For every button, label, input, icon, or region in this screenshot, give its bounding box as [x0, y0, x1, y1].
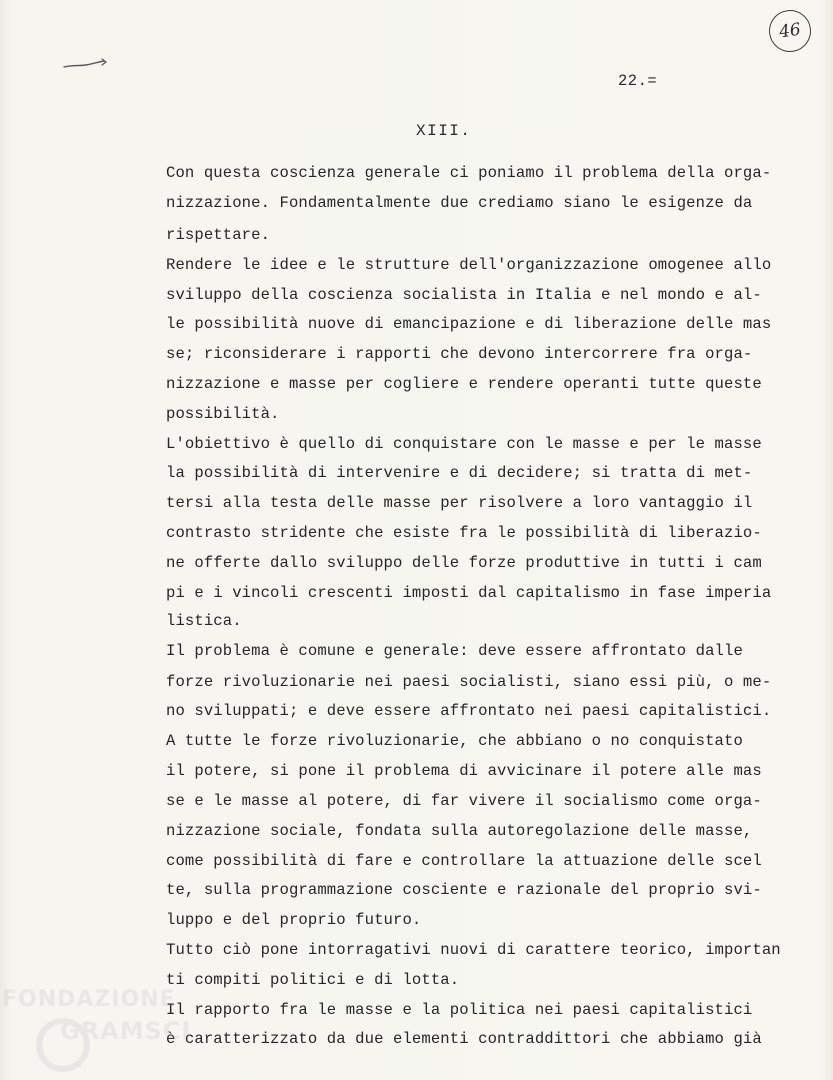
- text-line: se e le masse al potere, di far vivere il socialismo come orga-: [166, 792, 762, 810]
- text-line: è caratterizzato da due elementi contraddittori che abbiamo già: [166, 1030, 762, 1048]
- text-line: ne offerte dallo sviluppo delle forze produttive in tutti i cam: [166, 554, 762, 572]
- page-number: 22.=: [618, 72, 658, 90]
- text-line: tersi alla testa delle masse per risolvere a loro vantaggio il: [166, 494, 753, 512]
- text-line: no sviluppati; e deve essere affrontato nei paesi capitalistici.: [166, 702, 772, 720]
- text-line: contrasto stridente che esiste fra le possibilità di liberazio-: [166, 524, 762, 542]
- text-line: rispettare.: [166, 226, 271, 244]
- text-line: il potere, si pone il problema di avvicinare il potere alle mas: [166, 762, 762, 780]
- text-line: la possibilità di intervenire e di decidere; si tratta di met-: [166, 464, 753, 482]
- text-line: Il rapporto fra le masse e la politica nei paesi capitalistici: [166, 1001, 753, 1019]
- text-line: Con questa coscienza generale ci poniamo il problema della orga-: [166, 164, 772, 182]
- text-line: Rendere le idee e le strutture dell'organizzazione omogenee allo: [166, 256, 772, 274]
- text-line: luppo e del proprio futuro.: [166, 911, 422, 929]
- text-line: L'obiettivo è quello di conquistare con le masse e per le masse: [166, 435, 762, 453]
- text-line: sviluppo della coscienza socialista in Italia e nel mondo e al-: [166, 286, 762, 304]
- archive-number: 46: [777, 19, 803, 43]
- text-line: nizzazione sociale, fondata sulla autoregolazione delle masse,: [166, 822, 753, 840]
- text-line: se; riconsiderare i rapporti che devono intercorrere fra orga-: [166, 345, 753, 363]
- text-line: forze rivoluzionarie nei paesi socialisti, siano essi più, o me-: [166, 673, 772, 691]
- text-line: Tutto ciò pone intorragativi nuovi di carattere teorico, importan: [166, 941, 781, 959]
- text-line: nizzazione. Fondamentalmente due crediamo siano le esigenze da: [166, 194, 753, 212]
- text-line: possibilità.: [166, 405, 280, 423]
- watermark-line-1: FONDAZIONE: [2, 987, 176, 1012]
- text-line: le possibilità nuove di emancipazione e di liberazione delle mas: [166, 315, 772, 333]
- text-line: Il problema è comune e generale: deve essere affrontato dalle: [166, 642, 743, 660]
- text-line: pi e i vincoli crescenti imposti dal capitalismo in fase imperia: [166, 584, 772, 602]
- text-line: A tutte le forze rivoluzionarie, che abbiano o no conquistato: [166, 732, 743, 750]
- text-line: nizzazione e masse per cogliere e rendere operanti tutte queste: [166, 375, 762, 393]
- section-heading: XIII.: [416, 122, 472, 140]
- watermark: [0, 985, 200, 1080]
- text-line: listica.: [166, 612, 242, 630]
- text-line: te, sulla programmazione cosciente e razionale del proprio svi-: [166, 881, 762, 899]
- text-line: come possibilità di fare e controllare la attuazione delle scel: [166, 852, 762, 870]
- text-line: ti compiti politici e di lotta.: [166, 971, 460, 989]
- watermark-line-2: GRAMSCI: [60, 1017, 192, 1045]
